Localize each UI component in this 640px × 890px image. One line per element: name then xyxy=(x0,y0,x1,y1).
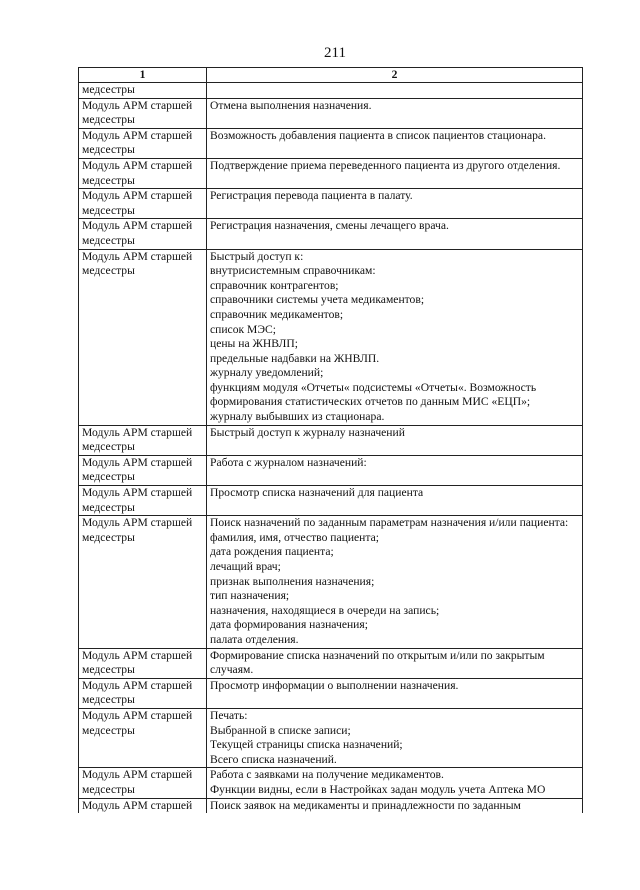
module-cell: Модуль АРМ старшей медсестры xyxy=(79,189,207,219)
function-cell xyxy=(207,648,583,678)
function-cell xyxy=(207,98,583,128)
module-cell: Модуль АРМ старшей медсестры xyxy=(79,708,207,767)
function-line: Возможность добавления пациента в список пациентов стационара. xyxy=(210,128,546,142)
function-cell xyxy=(207,249,583,425)
function-line: журналу уведомлений; xyxy=(210,366,324,380)
function-line: назначения, находящиеся в очереди на запись; xyxy=(210,603,440,617)
function-line: Поиск заявок на медикаменты и принадлежности по заданным xyxy=(210,798,521,812)
function-line: дата формирования назначения; xyxy=(210,618,368,632)
table-row xyxy=(79,83,583,99)
table-row xyxy=(79,516,583,648)
function-line: лечащий врач; xyxy=(210,560,281,573)
function-line: справочник контрагентов; xyxy=(210,278,339,292)
function-line: Быстрый доступ к журналу назначений xyxy=(210,425,405,439)
module-cell: Модуль АРМ старшей медсестры xyxy=(79,516,207,648)
function-line: Печать: xyxy=(210,708,248,722)
function-line: журналу выбывших из стационара. xyxy=(210,410,385,424)
table-row xyxy=(79,486,583,516)
function-cell xyxy=(207,516,583,648)
function-line: Просмотр списка назначений для пациента xyxy=(210,486,424,500)
function-line: признак выполнения назначения; xyxy=(210,574,375,588)
function-line: Текущей страницы списка назначений; xyxy=(210,738,403,752)
table-row xyxy=(79,249,583,425)
function-cell xyxy=(207,708,583,767)
function-line: Выбранной в списке записи; xyxy=(210,723,351,737)
function-line: Функции видны, если в Настройках задан модуль учета Аптека МО xyxy=(210,782,546,796)
function-line: Работа с заявками на получение медикаментов. xyxy=(210,768,444,782)
function-cell xyxy=(207,83,583,99)
function-line: Всего списка назначений. xyxy=(210,752,337,766)
function-line: Работа с журналом назначений: xyxy=(210,455,367,469)
function-line: Формирование списка назначений по открытым и/или по закрытым случаям. xyxy=(210,648,545,677)
function-line: внутрисистемным справочникам: xyxy=(210,264,376,278)
table-row xyxy=(79,768,583,798)
function-cell xyxy=(207,425,583,455)
table-row xyxy=(79,189,583,219)
function-line: список МЭС; xyxy=(210,322,276,336)
table-row xyxy=(79,648,583,678)
function-cell xyxy=(207,219,583,249)
function-line: предельные надбавки на ЖНВЛП. xyxy=(210,351,380,365)
table-row xyxy=(79,219,583,249)
table-row xyxy=(79,708,583,767)
module-cell: Модуль АРМ старшей медсестры xyxy=(79,98,207,128)
module-cell: Модуль АРМ старшей медсестры xyxy=(79,486,207,516)
module-cell: Модуль АРМ старшей xyxy=(79,798,207,813)
module-cell: Модуль АРМ старшей медсестры xyxy=(79,219,207,249)
table-row xyxy=(79,455,583,485)
function-line xyxy=(210,83,579,98)
requirements-table xyxy=(78,67,583,813)
module-cell: Модуль АРМ старшей медсестры xyxy=(79,455,207,485)
function-cell xyxy=(207,798,583,813)
function-line: Быстрый доступ к: xyxy=(210,249,304,263)
table-row xyxy=(79,425,583,455)
function-cell xyxy=(207,189,583,219)
function-cell xyxy=(207,768,583,798)
table-header-row xyxy=(79,68,583,83)
module-cell: Модуль АРМ старшей медсестры xyxy=(79,158,207,188)
function-line: фамилия, имя, отчество пациента; xyxy=(210,530,379,544)
function-line: Поиск назначений по заданным параметрам назначения и/или пациента: xyxy=(210,516,569,530)
function-line: дата рождения пациента; xyxy=(210,545,334,559)
function-line: Регистрация перевода пациента в палату. xyxy=(210,189,413,203)
module-cell: Модуль АРМ старшей медсестры xyxy=(79,648,207,678)
module-cell: Модуль АРМ старшей медсестры xyxy=(79,768,207,798)
function-line: палата отделения. xyxy=(210,632,299,646)
function-line: функциям модуля «Отчеты« подсистемы «Отчеты«. Возможность формирования статистических отчетов по данным МИС «ЕЦП»; xyxy=(210,380,537,409)
function-cell xyxy=(207,158,583,188)
function-cell xyxy=(207,486,583,516)
function-line: Подтверждение приема переведенного пациента из другого отделения. xyxy=(210,158,561,172)
module-cell: Модуль АРМ старшей медсестры xyxy=(79,678,207,708)
table-row xyxy=(79,128,583,158)
table-row xyxy=(79,678,583,708)
table-row xyxy=(79,158,583,188)
function-line: справочник медикаментов; xyxy=(210,307,344,321)
function-cell xyxy=(207,678,583,708)
function-cell xyxy=(207,455,583,485)
function-line: Просмотр информации о выполнении назначения. xyxy=(210,678,459,692)
function-line: цены на ЖНВЛП; xyxy=(210,337,299,351)
module-cell: медсестры xyxy=(79,83,207,99)
table-body xyxy=(79,83,583,814)
function-cell xyxy=(207,128,583,158)
module-cell: Модуль АРМ старшей медсестры xyxy=(79,425,207,455)
function-line: Регистрация назначения, смены лечащего врача. xyxy=(210,219,449,233)
page-number: 211 xyxy=(324,45,346,61)
module-cell: Модуль АРМ старшей медсестры xyxy=(79,128,207,158)
column-header-1: 1 xyxy=(79,68,207,83)
column-header-2: 2 xyxy=(207,68,583,83)
table-row xyxy=(79,798,583,813)
function-line: тип назначения; xyxy=(210,589,290,603)
function-line: Отмена выполнения назначения. xyxy=(210,98,372,112)
table-row xyxy=(79,98,583,128)
function-line: справочники системы учета медикаментов; xyxy=(210,293,425,307)
module-cell: Модуль АРМ старшей медсестры xyxy=(79,249,207,425)
